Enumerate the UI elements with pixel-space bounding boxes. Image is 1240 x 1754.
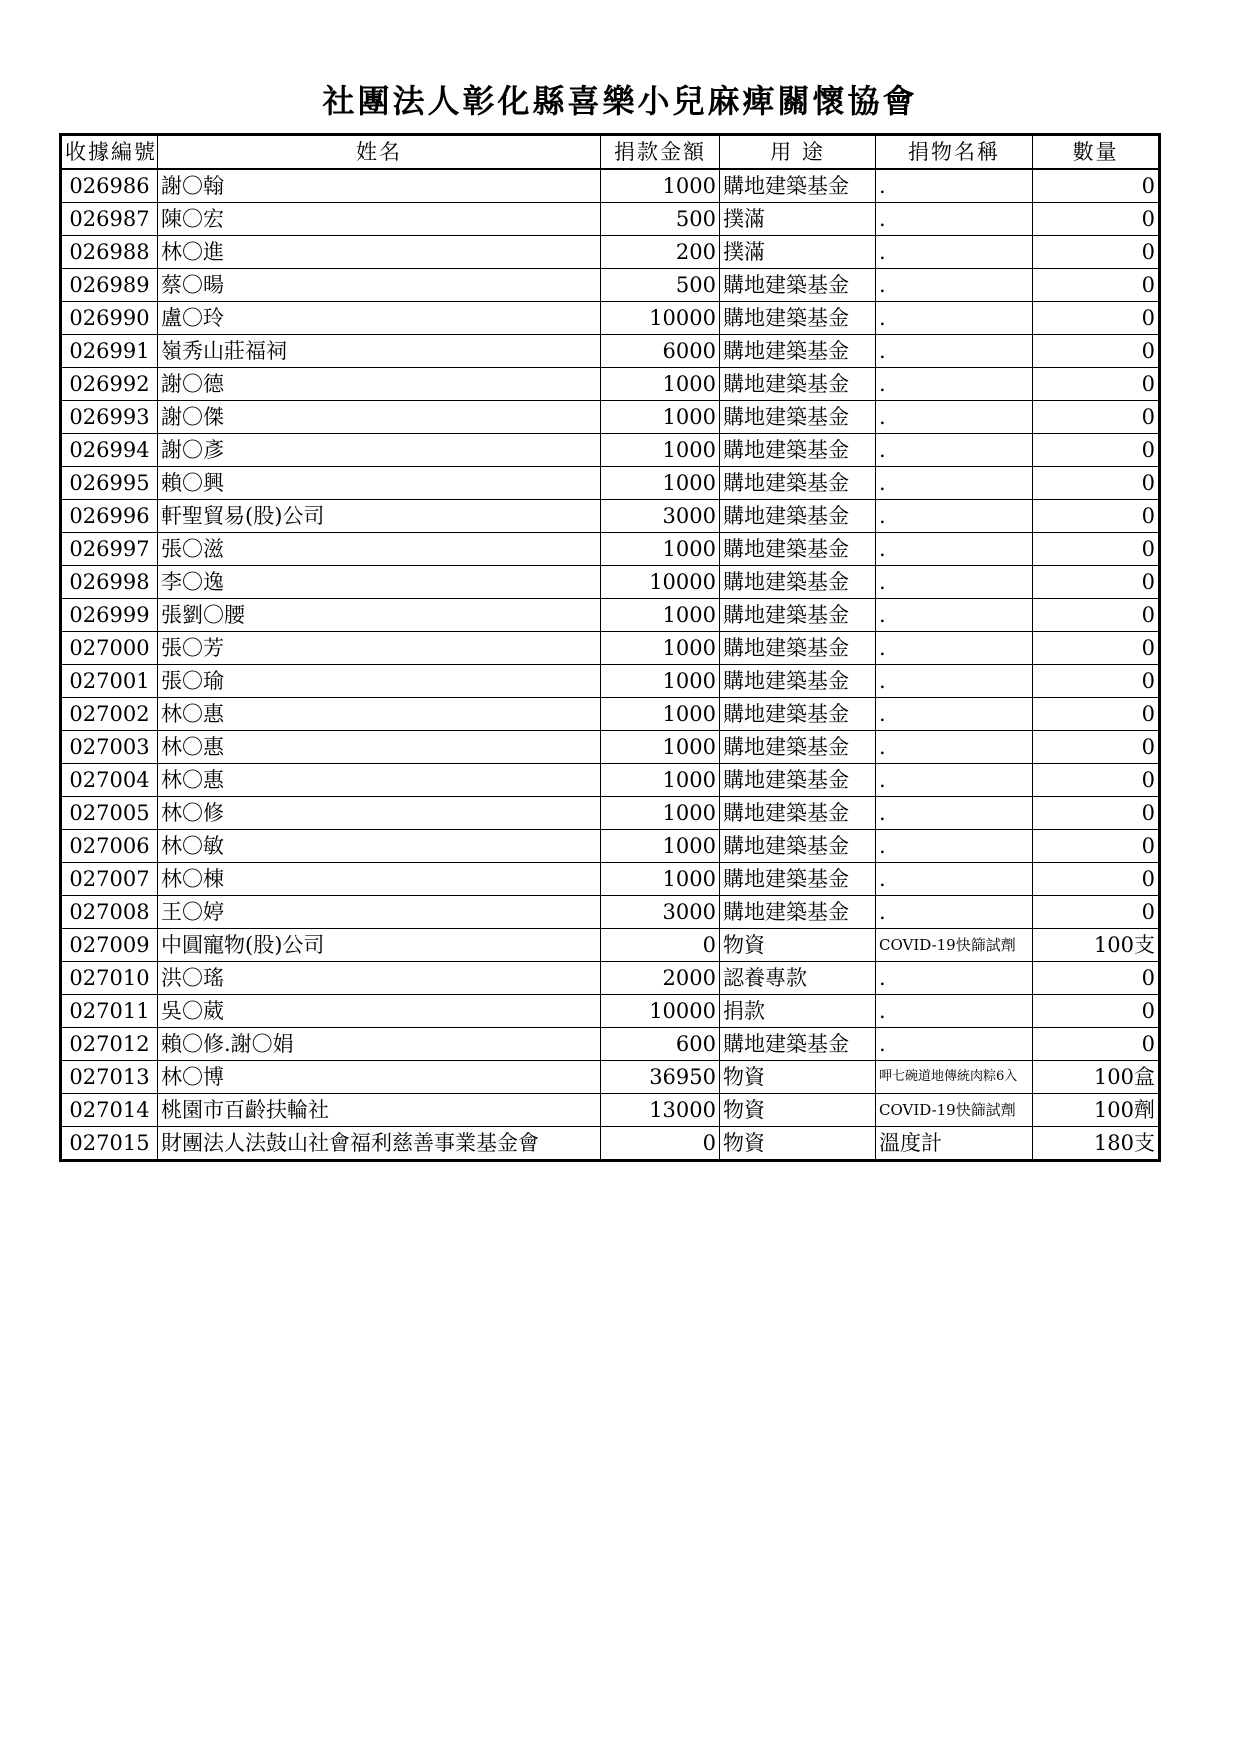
quantity-cell: 0: [1033, 830, 1160, 863]
quantity-cell: 100支: [1033, 929, 1160, 962]
item-name-cell: .: [876, 632, 1033, 665]
purpose-cell: 購地建築基金: [720, 335, 876, 368]
purpose-cell: 捐款: [720, 995, 876, 1028]
receipt-no-cell: 026989: [61, 269, 158, 302]
donor-name-cell: 謝〇翰: [158, 169, 601, 203]
table-row: [61, 1127, 1160, 1161]
item-name-cell: COVID-19快篩試劑: [876, 1094, 1033, 1127]
amount-cell: 1000: [601, 797, 720, 830]
purpose-cell: 購地建築基金: [720, 1028, 876, 1061]
donor-name-cell: 嶺秀山莊福祠: [158, 335, 601, 368]
amount-cell: 13000: [601, 1094, 720, 1127]
amount-cell: 500: [601, 269, 720, 302]
item-name-cell: .: [876, 203, 1033, 236]
amount-cell: 36950: [601, 1061, 720, 1094]
quantity-cell: 0: [1033, 236, 1160, 269]
item-name-cell: .: [876, 830, 1033, 863]
item-name-cell: .: [876, 1028, 1033, 1061]
receipt-no-cell: 026994: [61, 434, 158, 467]
donor-name-cell: 林〇惠: [158, 764, 601, 797]
quantity-cell: 0: [1033, 302, 1160, 335]
amount-cell: 1000: [601, 698, 720, 731]
purpose-cell: 購地建築基金: [720, 401, 876, 434]
donor-name-cell: 謝〇彥: [158, 434, 601, 467]
item-name-cell: .: [876, 896, 1033, 929]
receipt-no-cell: 026999: [61, 599, 158, 632]
purpose-cell: 購地建築基金: [720, 269, 876, 302]
table-row: [61, 797, 1160, 830]
receipt-no-cell: 027011: [61, 995, 158, 1028]
item-name-cell: .: [876, 302, 1033, 335]
quantity-cell: 0: [1033, 368, 1160, 401]
donor-name-cell: 謝〇傑: [158, 401, 601, 434]
table-row: [61, 1061, 1160, 1094]
receipt-no-cell: 026990: [61, 302, 158, 335]
quantity-cell: 0: [1033, 599, 1160, 632]
table-row: [61, 203, 1160, 236]
purpose-cell: 購地建築基金: [720, 533, 876, 566]
donor-name-cell: 洪〇瑤: [158, 962, 601, 995]
amount-cell: 0: [601, 929, 720, 962]
item-name-cell: .: [876, 731, 1033, 764]
donor-name-cell: 軒聖貿易(股)公司: [158, 500, 601, 533]
item-name-cell: .: [876, 236, 1033, 269]
receipt-no-cell: 027015: [61, 1127, 158, 1161]
receipt-no-cell: 026996: [61, 500, 158, 533]
table-row: [61, 830, 1160, 863]
table-row: [61, 467, 1160, 500]
quantity-cell: 0: [1033, 1028, 1160, 1061]
amount-cell: 10000: [601, 995, 720, 1028]
donor-name-cell: 吳〇葳: [158, 995, 601, 1028]
donor-name-cell: 蔡〇暘: [158, 269, 601, 302]
quantity-cell: 0: [1033, 764, 1160, 797]
quantity-cell: 0: [1033, 434, 1160, 467]
item-name-cell: .: [876, 995, 1033, 1028]
purpose-cell: 購地建築基金: [720, 665, 876, 698]
purpose-cell: 購地建築基金: [720, 764, 876, 797]
quantity-cell: 0: [1033, 269, 1160, 302]
table-row: [61, 665, 1160, 698]
item-name-cell: .: [876, 269, 1033, 302]
donation-table: [59, 133, 1161, 1162]
item-name-cell: .: [876, 467, 1033, 500]
donor-name-cell: 張〇瑜: [158, 665, 601, 698]
purpose-cell: 購地建築基金: [720, 467, 876, 500]
purpose-cell: 物資: [720, 1094, 876, 1127]
donor-name-cell: 賴〇興: [158, 467, 601, 500]
purpose-cell: 購地建築基金: [720, 731, 876, 764]
donor-name-cell: 桃園市百齡扶輪社: [158, 1094, 601, 1127]
purpose-cell: 購地建築基金: [720, 599, 876, 632]
donor-name-cell: 陳〇宏: [158, 203, 601, 236]
quantity-cell: 100劑: [1033, 1094, 1160, 1127]
table-header-row: [61, 135, 1160, 170]
purpose-cell: 購地建築基金: [720, 302, 876, 335]
amount-cell: 1000: [601, 533, 720, 566]
donor-name-cell: 王〇婷: [158, 896, 601, 929]
receipt-no-cell: 026993: [61, 401, 158, 434]
donor-name-cell: 李〇逸: [158, 566, 601, 599]
table-row: [61, 368, 1160, 401]
purpose-cell: 購地建築基金: [720, 169, 876, 203]
receipt-no-cell: 027012: [61, 1028, 158, 1061]
item-name-cell: .: [876, 764, 1033, 797]
receipt-no-cell: 026995: [61, 467, 158, 500]
donor-name-cell: 林〇進: [158, 236, 601, 269]
donor-name-cell: 賴〇修.謝〇娟: [158, 1028, 601, 1061]
purpose-cell: 購地建築基金: [720, 566, 876, 599]
receipt-no-cell: 027002: [61, 698, 158, 731]
amount-cell: 1000: [601, 434, 720, 467]
purpose-cell: 撲滿: [720, 203, 876, 236]
purpose-cell: 購地建築基金: [720, 896, 876, 929]
donor-name-cell: 張〇滋: [158, 533, 601, 566]
table-row: [61, 731, 1160, 764]
receipt-no-cell: 027004: [61, 764, 158, 797]
receipt-no-cell: 026988: [61, 236, 158, 269]
table-row: [61, 1028, 1160, 1061]
table-row: [61, 236, 1160, 269]
header-name: 姓名: [158, 135, 601, 170]
amount-cell: 10000: [601, 302, 720, 335]
quantity-cell: 0: [1033, 169, 1160, 203]
table-row: [61, 335, 1160, 368]
donor-name-cell: 謝〇德: [158, 368, 601, 401]
item-name-cell: .: [876, 533, 1033, 566]
purpose-cell: 物資: [720, 1127, 876, 1161]
donor-name-cell: 林〇惠: [158, 731, 601, 764]
table-row: [61, 566, 1160, 599]
purpose-cell: 購地建築基金: [720, 698, 876, 731]
quantity-cell: 0: [1033, 896, 1160, 929]
amount-cell: 1000: [601, 632, 720, 665]
purpose-cell: 撲滿: [720, 236, 876, 269]
purpose-cell: 物資: [720, 929, 876, 962]
quantity-cell: 180支: [1033, 1127, 1160, 1161]
header-quantity: 數量: [1033, 135, 1160, 170]
table-row: [61, 896, 1160, 929]
quantity-cell: 0: [1033, 665, 1160, 698]
amount-cell: 1000: [601, 599, 720, 632]
amount-cell: 1000: [601, 764, 720, 797]
header-receipt-no: 收據編號: [61, 135, 158, 170]
item-name-cell: COVID-19快篩試劑: [876, 929, 1033, 962]
amount-cell: 1000: [601, 863, 720, 896]
table-row: [61, 863, 1160, 896]
amount-cell: 1000: [601, 665, 720, 698]
quantity-cell: 0: [1033, 500, 1160, 533]
purpose-cell: 購地建築基金: [720, 797, 876, 830]
quantity-cell: 0: [1033, 335, 1160, 368]
amount-cell: 1000: [601, 368, 720, 401]
table-row: [61, 632, 1160, 665]
receipt-no-cell: 027010: [61, 962, 158, 995]
receipt-no-cell: 027014: [61, 1094, 158, 1127]
item-name-cell: .: [876, 434, 1033, 467]
amount-cell: 0: [601, 1127, 720, 1161]
receipt-no-cell: 026992: [61, 368, 158, 401]
receipt-no-cell: 027000: [61, 632, 158, 665]
donor-name-cell: 林〇敏: [158, 830, 601, 863]
amount-cell: 1000: [601, 401, 720, 434]
donor-name-cell: 林〇棟: [158, 863, 601, 896]
quantity-cell: 0: [1033, 467, 1160, 500]
item-name-cell: 呷七碗道地傳統肉粽6入: [876, 1061, 1033, 1094]
item-name-cell: .: [876, 698, 1033, 731]
table-row: [61, 929, 1160, 962]
item-name-cell: .: [876, 335, 1033, 368]
receipt-no-cell: 027009: [61, 929, 158, 962]
receipt-no-cell: 027003: [61, 731, 158, 764]
amount-cell: 1000: [601, 731, 720, 764]
table-row: [61, 302, 1160, 335]
amount-cell: 1000: [601, 830, 720, 863]
table-row: [61, 434, 1160, 467]
amount-cell: 3000: [601, 896, 720, 929]
quantity-cell: 0: [1033, 566, 1160, 599]
receipt-no-cell: 026998: [61, 566, 158, 599]
amount-cell: 1000: [601, 169, 720, 203]
item-name-cell: .: [876, 665, 1033, 698]
item-name-cell: .: [876, 169, 1033, 203]
donor-name-cell: 林〇博: [158, 1061, 601, 1094]
amount-cell: 600: [601, 1028, 720, 1061]
receipt-no-cell: 027005: [61, 797, 158, 830]
table-body: [61, 169, 1160, 1161]
quantity-cell: 0: [1033, 698, 1160, 731]
table-row: [61, 500, 1160, 533]
quantity-cell: 0: [1033, 203, 1160, 236]
quantity-cell: 0: [1033, 797, 1160, 830]
table-row: [61, 1094, 1160, 1127]
amount-cell: 200: [601, 236, 720, 269]
amount-cell: 3000: [601, 500, 720, 533]
amount-cell: 2000: [601, 962, 720, 995]
receipt-no-cell: 027006: [61, 830, 158, 863]
table-row: [61, 599, 1160, 632]
item-name-cell: .: [876, 797, 1033, 830]
table-row: [61, 269, 1160, 302]
receipt-no-cell: 026986: [61, 169, 158, 203]
receipt-no-cell: 026987: [61, 203, 158, 236]
quantity-cell: 0: [1033, 533, 1160, 566]
table-row: [61, 169, 1160, 203]
purpose-cell: 購地建築基金: [720, 632, 876, 665]
quantity-cell: 0: [1033, 731, 1160, 764]
purpose-cell: 購地建築基金: [720, 500, 876, 533]
purpose-cell: 購地建築基金: [720, 863, 876, 896]
purpose-cell: 購地建築基金: [720, 434, 876, 467]
quantity-cell: 100盒: [1033, 1061, 1160, 1094]
table-row: [61, 764, 1160, 797]
receipt-no-cell: 027008: [61, 896, 158, 929]
item-name-cell: .: [876, 401, 1033, 434]
quantity-cell: 0: [1033, 995, 1160, 1028]
purpose-cell: 購地建築基金: [720, 368, 876, 401]
amount-cell: 10000: [601, 566, 720, 599]
quantity-cell: 0: [1033, 863, 1160, 896]
donor-name-cell: 中圓寵物(股)公司: [158, 929, 601, 962]
table-row: [61, 962, 1160, 995]
purpose-cell: 認養專款: [720, 962, 876, 995]
donor-name-cell: 盧〇玲: [158, 302, 601, 335]
amount-cell: 1000: [601, 467, 720, 500]
item-name-cell: .: [876, 863, 1033, 896]
receipt-no-cell: 027001: [61, 665, 158, 698]
table-row: [61, 401, 1160, 434]
table-row: [61, 995, 1160, 1028]
receipt-no-cell: 027013: [61, 1061, 158, 1094]
amount-cell: 6000: [601, 335, 720, 368]
item-name-cell: 溫度計: [876, 1127, 1033, 1161]
header-amount: 捐款金額: [601, 135, 720, 170]
receipt-no-cell: 026991: [61, 335, 158, 368]
donor-name-cell: 林〇惠: [158, 698, 601, 731]
table-row: [61, 698, 1160, 731]
donor-name-cell: 財團法人法鼓山社會福利慈善事業基金會: [158, 1127, 601, 1161]
item-name-cell: .: [876, 599, 1033, 632]
quantity-cell: 0: [1033, 962, 1160, 995]
header-purpose: 用 途: [720, 135, 876, 170]
item-name-cell: .: [876, 368, 1033, 401]
item-name-cell: .: [876, 566, 1033, 599]
purpose-cell: 物資: [720, 1061, 876, 1094]
amount-cell: 500: [601, 203, 720, 236]
table-row: [61, 533, 1160, 566]
receipt-no-cell: 027007: [61, 863, 158, 896]
donor-name-cell: 林〇修: [158, 797, 601, 830]
quantity-cell: 0: [1033, 401, 1160, 434]
receipt-no-cell: 026997: [61, 533, 158, 566]
donor-name-cell: 張〇芳: [158, 632, 601, 665]
purpose-cell: 購地建築基金: [720, 830, 876, 863]
item-name-cell: .: [876, 962, 1033, 995]
header-item-name: 捐物名稱: [876, 135, 1033, 170]
page-title: 社團法人彰化縣喜樂小兒麻痺關懷協會: [322, 82, 918, 120]
quantity-cell: 0: [1033, 632, 1160, 665]
donor-name-cell: 張劉〇腰: [158, 599, 601, 632]
item-name-cell: .: [876, 500, 1033, 533]
